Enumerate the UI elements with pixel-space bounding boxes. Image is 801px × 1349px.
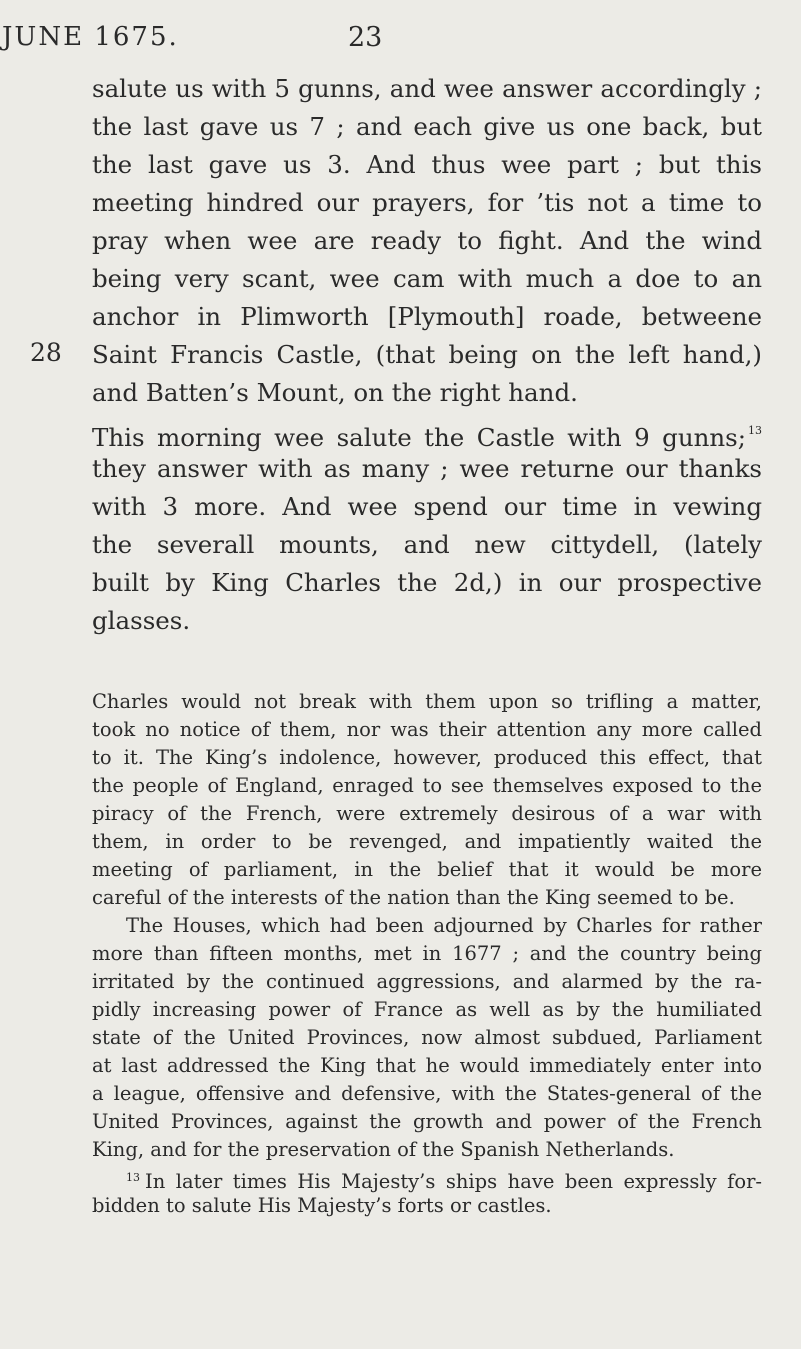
commentary-line: King, and for the preservation of the Spanish Netherlands. xyxy=(92,1138,675,1161)
commentary-line: piracy of the French, were extremely desirous of a war with xyxy=(92,802,762,825)
diary-line: salute us with 5 gunns, and wee answer accordingly ; xyxy=(92,74,762,103)
commentary-line: The Houses, which had been adjourned by Charles for rather xyxy=(126,914,762,937)
diary-line: glasses. xyxy=(92,606,191,635)
commentary-line: the people of England, enraged to see themselves exposed to the xyxy=(92,774,762,797)
diary-line: built by King Charles the 2d,) in our prospective xyxy=(92,568,762,597)
diary-line: pray when wee are ready to fight. And the wind xyxy=(92,226,762,255)
commentary-line: state of the United Provinces, now almost subdued, Parliament xyxy=(92,1026,762,1049)
commentary-line: irritated by the continued aggressions, and alarmed by the ra- xyxy=(92,970,762,993)
commentary-line: to it. The King’s indolence, however, produced this effect, that xyxy=(92,746,762,769)
diary-line: with 3 more. And wee spend our time in vewing xyxy=(92,492,762,521)
commentary-line: pidly increasing power of France as well as by the humiliated xyxy=(92,998,762,1021)
page-number: 23 xyxy=(348,22,383,53)
diary-line: anchor in Plimworth [Plymouth] roade, betweene xyxy=(92,302,762,331)
page-header xyxy=(0,22,801,62)
diary-line: the last gave us 7 ; and each give us one back, but xyxy=(92,112,762,141)
commentary-line: United Provinces, against the growth and power of the French xyxy=(92,1110,762,1133)
diary-line: the last gave us 3. And thus wee part ; but this xyxy=(92,150,762,179)
diary-line: the severall mounts, and new cittydell, (lately xyxy=(92,530,762,559)
commentary-line: Charles would not break with them upon so trifling a matter, xyxy=(92,690,762,713)
commentary-line: a league, offensive and defensive, with the States-general of the xyxy=(92,1082,762,1105)
diary-line: and Batten’s Mount, on the right hand. xyxy=(92,378,578,407)
commentary-line: more than fifteen months, met in 1677 ; and the country being xyxy=(92,942,762,965)
footnote-reference: 13 xyxy=(748,424,762,437)
commentary-line: them, in order to be revenged, and impatiently waited the xyxy=(92,830,762,853)
footnote-line: In later times His Majesty’s ships have been expressly for- xyxy=(145,1170,762,1193)
running-head: JUNE 1675. xyxy=(2,22,179,52)
footnote-number: 13 xyxy=(126,1171,140,1184)
commentary-line: took no notice of them, nor was their attention any more called xyxy=(92,718,762,741)
diary-line: meeting hindred our prayers, for ’tis not a time to xyxy=(92,188,762,217)
diary-line: Saint Francis Castle, (that being on the left hand,) xyxy=(92,340,762,369)
diary-line: being very scant, wee cam with much a doe to an xyxy=(92,264,762,293)
diary-line-text: This morning wee salute the Castle with 9 gunns; xyxy=(92,423,746,452)
commentary-line: at last addressed the King that he would immediately enter into xyxy=(92,1054,762,1077)
footnote-line: bidden to salute His Majesty’s forts or castles. xyxy=(92,1194,552,1217)
commentary-line: careful of the interests of the nation than the King seemed to be. xyxy=(92,886,735,909)
commentary-line: meeting of parliament, in the belief that it would be more xyxy=(92,858,762,881)
margin-date: 28 xyxy=(30,338,62,367)
diary-line: they answer with as many ; wee returne our thanks xyxy=(92,454,762,483)
